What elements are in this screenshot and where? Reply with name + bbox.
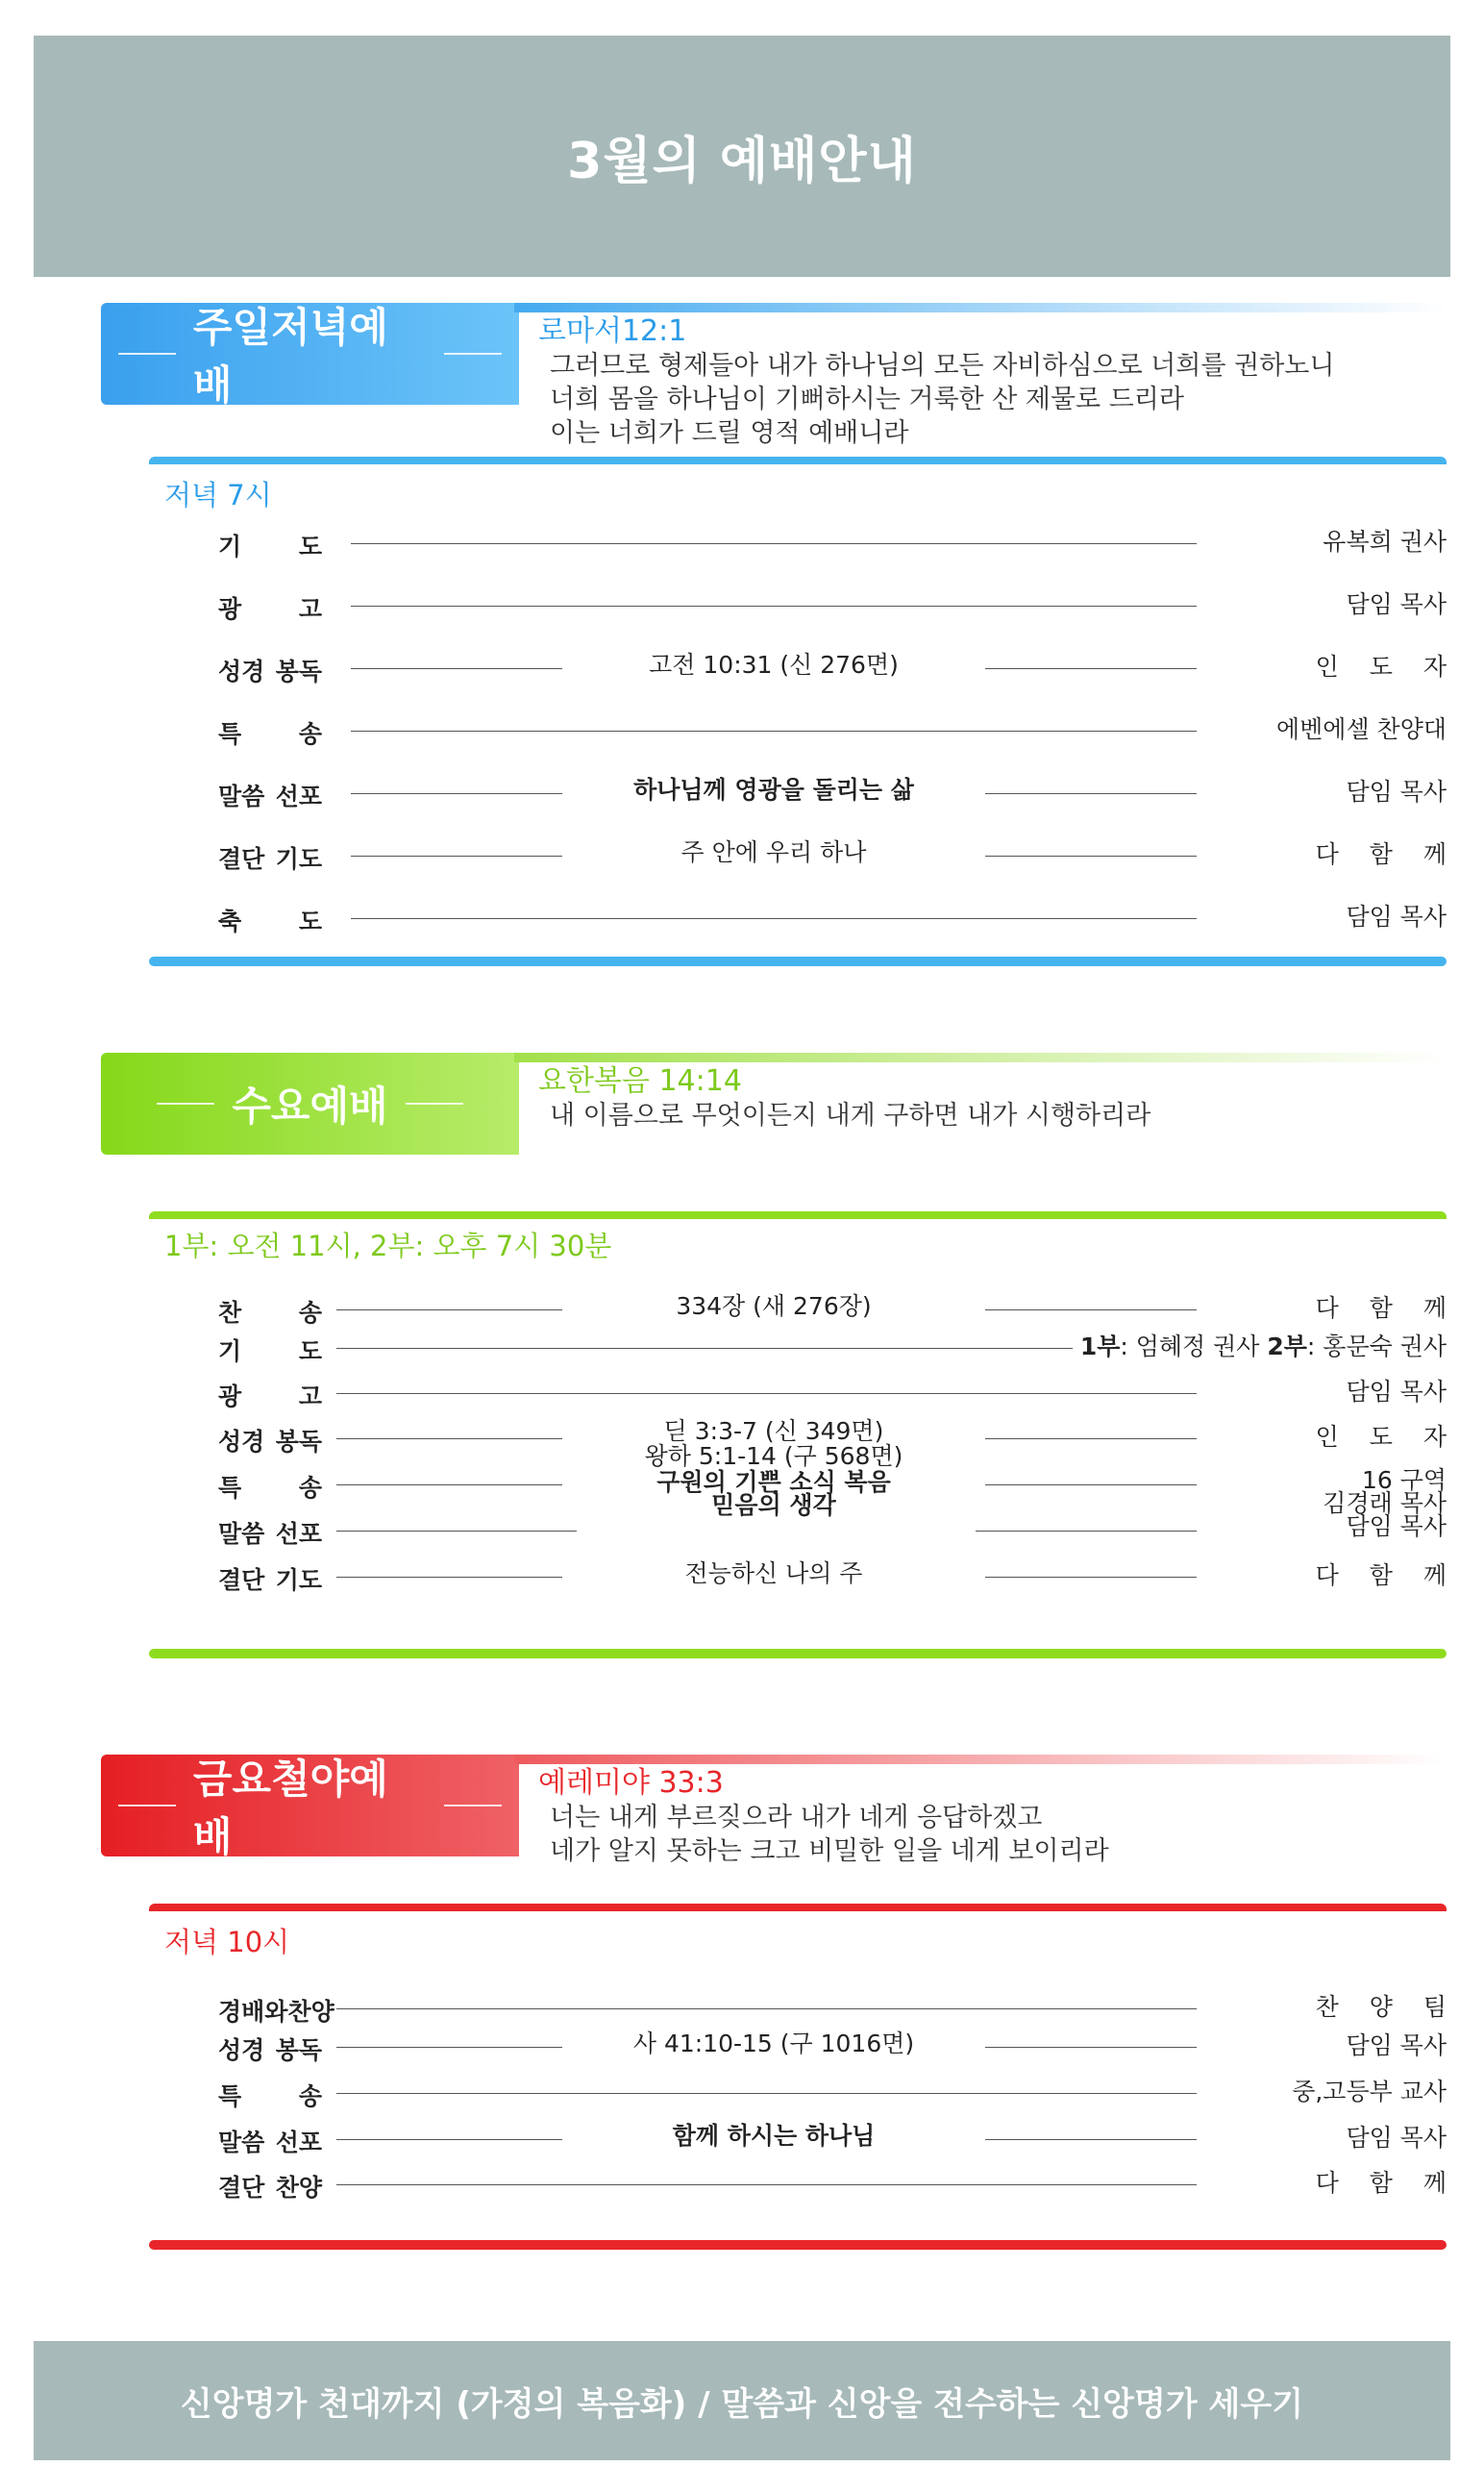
section-wednesday	[101, 1053, 1458, 1668]
label-part: 성경	[218, 2036, 265, 2064]
verse-line: 그러므로 형제들아 내가 하나님의 모든 자비하심으로 너희를 권하노니	[550, 351, 1335, 381]
row-person: 다 함 께	[1308, 1294, 1458, 1323]
label-line-left	[118, 1805, 176, 1806]
row-rule	[336, 2184, 1197, 2185]
row-label: 특 송	[218, 2082, 322, 2110]
row-rule	[351, 918, 1197, 919]
order-row	[149, 2163, 1458, 2205]
row-rule	[351, 606, 1197, 607]
row-detail: 전능하신 나의 주	[562, 1559, 985, 1588]
verse-line: 이는 너희가 드릴 영적 예배니라	[550, 418, 909, 448]
person-line: 담임 목사	[1346, 1512, 1447, 1540]
label-part: 결단	[218, 1566, 265, 1594]
order-row	[149, 585, 1447, 627]
label-line-right	[406, 1103, 463, 1105]
verse-line: 내 이름으로 무엇이든지 내게 구하면 내가 시행하리라	[550, 1101, 1151, 1131]
footer-slogan: 신앙명가 천대까지 (가정의 복음화) / 말씀과 신앙을 전수하는 신앙명가 세우기	[180, 2384, 1304, 2424]
label-part: 성경	[218, 658, 265, 685]
row-rule	[976, 1531, 1197, 1532]
order-row	[149, 710, 1447, 752]
person-line: 김경래 목사	[1323, 1489, 1447, 1517]
label-part: 결단	[218, 845, 265, 873]
service-time: 저녁 7시	[164, 479, 272, 511]
label-part: 선포	[275, 2129, 322, 2156]
row-person: 유복희 권사	[1315, 528, 1447, 557]
service-time: 저녁 10시	[164, 1926, 290, 1958]
row-label: 광 고	[218, 1383, 322, 1410]
order-row	[149, 1987, 1458, 2030]
row-label: 특 송	[218, 720, 322, 748]
row-person: 인 도 자	[1308, 653, 1458, 682]
detail-line: 믿음의 생각	[711, 1491, 836, 1519]
box-top-line	[149, 457, 1447, 464]
row-detail: 고전 10:31 (신 276면)	[562, 651, 985, 680]
label-part: 말씀	[218, 1520, 265, 1548]
row-detail	[562, 1419, 985, 1469]
label-line-left	[118, 353, 176, 355]
box-bottom-line	[149, 2240, 1447, 2250]
order-row	[149, 1288, 1458, 1331]
order-row	[149, 1509, 1447, 1552]
row-person: 다 함 께	[1308, 1561, 1458, 1590]
row-person: 인 도 자	[1308, 1423, 1458, 1452]
box-top-line	[149, 1211, 1447, 1219]
label-part: 봉독	[275, 1428, 322, 1456]
order-row	[149, 522, 1447, 564]
bible-verse	[538, 1766, 1109, 1868]
label-part: 말씀	[218, 783, 265, 810]
row-label	[218, 2169, 322, 2204]
row-label: 특 송	[218, 1474, 322, 1502]
detail-line: 딛 3:3-7 (신 349면)	[663, 1417, 884, 1445]
service-order-box	[149, 1904, 1458, 2254]
row-label: 찬 송	[218, 1299, 322, 1327]
row-label	[218, 1515, 322, 1550]
row-person: 담임 목사	[1338, 590, 1447, 619]
label-part: 선포	[275, 1520, 322, 1548]
order-row	[149, 1556, 1458, 1598]
row-label	[218, 2031, 322, 2066]
section-label	[101, 1053, 519, 1155]
section-label	[101, 303, 519, 409]
label-line-left	[157, 1103, 214, 1105]
row-label: 기 도	[218, 533, 322, 560]
bible-verse	[538, 1064, 1150, 1133]
row-label	[218, 778, 322, 812]
section-band	[514, 303, 1447, 312]
label-part: 기도	[275, 1566, 322, 1594]
row-label: 기 도	[218, 1337, 322, 1365]
section-label	[101, 1755, 519, 1860]
order-row	[149, 1327, 1447, 1369]
row-label	[218, 2124, 322, 2158]
row-label	[218, 1423, 322, 1457]
row-rule	[336, 1348, 1197, 1349]
order-row	[149, 2026, 1447, 2068]
label-part: 선포	[275, 783, 322, 810]
row-detail: 사 41:10-15 (구 1016면)	[562, 2030, 985, 2058]
row-person: 중,고등부 교사	[1284, 2078, 1447, 2106]
label-part: 결단	[218, 2174, 265, 2202]
order-row	[149, 1372, 1447, 1414]
part-person: : 홍문숙 권사	[1306, 1333, 1447, 1360]
section-title: 수요예배	[232, 1083, 388, 1130]
service-time: 1부: 오전 11시, 2부: 오후 7시 30분	[164, 1230, 612, 1262]
row-person: 담임 목사	[1338, 903, 1447, 932]
label-part: 봉독	[275, 658, 322, 685]
row-person: 담임 목사	[1338, 2124, 1447, 2153]
section-title: 주일저녁예배	[192, 304, 388, 409]
detail-line: 구원의 기쁜 소식 복음	[656, 1468, 891, 1496]
page-header	[34, 36, 1450, 277]
service-order-box	[149, 1211, 1458, 1663]
label-part: 기도	[275, 845, 322, 873]
service-order-box	[149, 457, 1458, 966]
section-sunday-evening	[101, 303, 1458, 976]
part-person: : 엄혜정 권사	[1120, 1333, 1268, 1360]
label-part: 말씀	[218, 2129, 265, 2156]
row-rule	[351, 543, 1197, 544]
verse-line: 너는 내게 부르짖으라 내가 네게 응답하겠고	[550, 1803, 1043, 1832]
row-rule	[336, 2008, 1197, 2009]
order-row	[149, 897, 1447, 939]
page-title: 3월의 예배안내	[567, 133, 917, 190]
label-part: 찬양	[275, 2174, 322, 2202]
box-bottom-line	[149, 1649, 1447, 1658]
row-label	[218, 653, 322, 687]
row-detail: 하나님께 영광을 돌리는 삶	[562, 776, 985, 805]
row-person: 담임 목사	[1338, 1378, 1447, 1407]
label-line-right	[444, 1805, 502, 1806]
section-band	[514, 1755, 1447, 1764]
row-person: 담임 목사	[1338, 2031, 1447, 2060]
row-rule	[351, 731, 1197, 732]
box-top-line	[149, 1904, 1447, 1911]
section-title: 금요철야예배	[192, 1756, 388, 1860]
order-row	[149, 647, 1458, 689]
page-footer	[34, 2341, 1450, 2460]
row-detail: 주 안에 우리 하나	[562, 838, 985, 867]
row-detail: 334장 (새 276장)	[562, 1292, 985, 1321]
row-detail: 함께 하시는 하나님	[562, 2122, 985, 2151]
box-bottom-line	[149, 957, 1447, 966]
order-row	[149, 2072, 1447, 2114]
verse-reference: 요한복음 14:14	[538, 1064, 742, 1098]
order-row	[149, 1417, 1458, 1470]
row-rule	[336, 1531, 577, 1532]
verse-line: 너희 몸을 하나님이 기뻐하시는 거룩한 산 제물로 드리라	[550, 385, 1184, 414]
order-row	[149, 834, 1458, 877]
person-line: 16 구역	[1361, 1466, 1447, 1494]
label-line-right	[444, 353, 502, 355]
verse-reference: 로마서12:1	[538, 314, 687, 348]
row-label	[218, 840, 322, 875]
label-part: 성경	[218, 1428, 265, 1456]
label-part: 봉독	[275, 2036, 322, 2064]
row-person: 담임 목사	[1338, 778, 1447, 807]
row-rule	[336, 2093, 1197, 2094]
section-band	[514, 1053, 1447, 1062]
row-rule	[336, 1393, 1197, 1394]
part-label: 2부	[1267, 1333, 1307, 1360]
verse-reference: 예레미야 33:3	[538, 1766, 724, 1800]
row-label: 축 도	[218, 908, 322, 935]
bible-verse	[538, 314, 1334, 450]
detail-line: 왕하 5:1-14 (구 568면)	[644, 1442, 903, 1470]
order-row	[149, 772, 1447, 814]
order-row	[149, 2118, 1447, 2160]
section-friday-vigil	[101, 1755, 1458, 2254]
row-person	[1073, 1333, 1447, 1361]
row-label: 경배와찬양	[218, 1998, 334, 2026]
row-label	[218, 1561, 322, 1596]
row-person: 찬 양 팀	[1308, 1993, 1458, 2022]
row-person: 에벤에셀 찬양대	[1269, 715, 1447, 744]
row-person: 다 함 께	[1308, 2169, 1458, 2198]
row-person: 다 함 께	[1308, 840, 1458, 869]
part-label: 1부	[1079, 1333, 1121, 1360]
verse-line: 네가 알지 못하는 크고 비밀한 일을 네게 보이리라	[550, 1836, 1109, 1866]
row-label: 광 고	[218, 595, 322, 623]
